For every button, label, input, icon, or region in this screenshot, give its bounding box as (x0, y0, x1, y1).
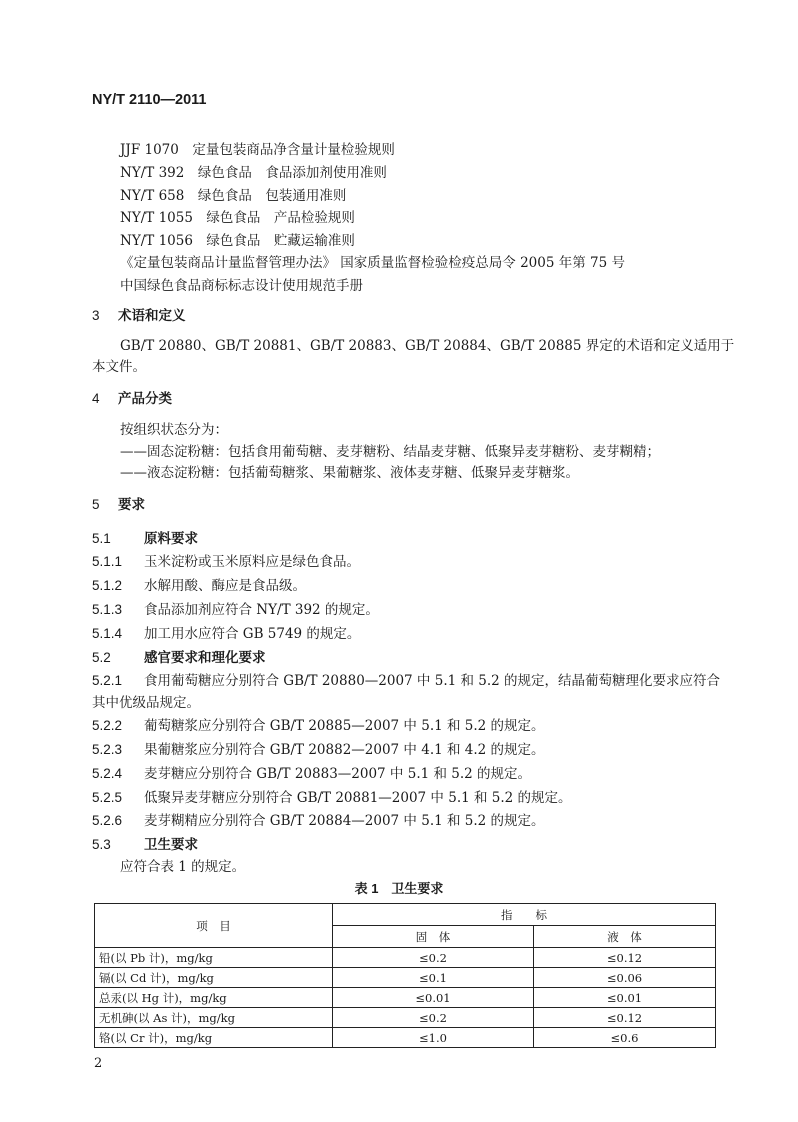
cell-item: 镉(以 Cd 计)，mg/kg (95, 968, 333, 988)
clause-text: 食品添加剂应符合 NY/T 392 的规定。 (144, 602, 379, 618)
section-4-list-item: ——固态淀粉糖：包括食用葡萄糖、麦芽糖粉、结晶麦芽糖、低聚异麦芽糖粉、麦芽糊精； (120, 444, 660, 460)
subsection-number: 5.2 (92, 650, 111, 665)
cell-item: 总汞(以 Hg 计)，mg/kg (95, 988, 333, 1008)
table-row (95, 948, 716, 968)
section-4-list-item: ——液态淀粉糖：包括葡萄糖浆、果葡糖浆、液体麦芽糖、低聚异麦芽糖浆。 (120, 465, 579, 481)
header-item: 项 目 (95, 904, 333, 948)
hygiene-requirements-table (94, 903, 716, 1048)
clause-number: 5.2.5 (92, 790, 123, 805)
cell-liquid: ≤0.06 (534, 968, 716, 988)
clause-text: 低聚异麦芽糖应分别符合 GB/T 20881—2007 中 5.1 和 5.2 的规定。 (144, 790, 572, 806)
clause-item (92, 738, 545, 758)
clause-number: 5.2.2 (92, 718, 123, 733)
clause-number: 5.1.4 (92, 626, 123, 641)
clause-text: 果葡糖浆应分别符合 GB/T 20882—2007 中 4.1 和 4.2 的规定。 (144, 742, 545, 758)
clause-item (92, 714, 545, 734)
clause-item (92, 669, 720, 689)
section-title: 要求 (118, 497, 145, 512)
clause-item (92, 786, 572, 806)
clause-text: 食用葡萄糖应分别符合 GB/T 20880—2007 中 5.1 和 5.2 的规定，结晶葡萄糖理化要求应符合 (144, 673, 721, 689)
cell-solid: ≤1.0 (333, 1028, 534, 1048)
section-number: 3 (92, 308, 100, 323)
clause-number: 5.1.1 (92, 554, 123, 569)
table-row (95, 988, 716, 1008)
reference-item: NY/T 1055 绿色食品 产品检验规则 (120, 210, 355, 226)
subsection-number: 5.3 (92, 837, 111, 852)
clause-text-continuation: 其中优级品规定。 (92, 695, 200, 711)
subsection-5-3-heading (92, 833, 198, 853)
clause-item (92, 622, 360, 642)
clause-item (92, 574, 306, 594)
cell-liquid: ≤0.12 (534, 1008, 716, 1028)
section-3-heading (92, 304, 186, 324)
section-4-intro: 按组织状态分为： (120, 422, 228, 438)
clause-text: 水解用酸、酶应是食品级。 (144, 578, 306, 594)
clause-item (92, 598, 379, 618)
reference-item: JJF 1070 定量包装商品净含量计量检验规则 (120, 142, 395, 158)
clause-text: 玉米淀粉或玉米原料应是绿色食品。 (144, 554, 360, 570)
header-solid: 固 体 (333, 926, 534, 948)
clause-number: 5.1.2 (92, 578, 123, 593)
subsection-title: 卫生要求 (144, 837, 198, 852)
header-liquid: 液 体 (534, 926, 716, 948)
section-number: 5 (92, 497, 100, 512)
header-index: 指 标 (333, 904, 716, 926)
reference-item: NY/T 1056 绿色食品 贮藏运输准则 (120, 233, 355, 249)
section-4-heading (92, 387, 172, 407)
cell-liquid: ≤0.12 (534, 948, 716, 968)
cell-item: 铅(以 Pb 计)，mg/kg (95, 948, 333, 968)
subsection-title: 感官要求和理化要求 (144, 650, 266, 665)
reference-item: 中国绿色食品商标标志设计使用规范手册 (120, 278, 363, 294)
clause-item (92, 762, 531, 782)
clause-number: 5.1.3 (92, 602, 123, 617)
clause-item (92, 550, 360, 570)
clause-text: 麦芽糊精应分别符合 GB/T 20884—2007 中 5.1 和 5.2 的规定。 (144, 813, 545, 829)
section-number: 4 (92, 391, 100, 406)
clause-number: 5.2.6 (92, 813, 123, 828)
subsection-5-1-heading (92, 527, 198, 547)
subsection-5-2-heading (92, 646, 266, 666)
cell-item: 无机砷(以 As 计)，mg/kg (95, 1008, 333, 1028)
reference-item: 《定量包装商品计量监督管理办法》 国家质量监督检验检疫总局令 2005 年第 75 号 (120, 255, 625, 271)
reference-item: NY/T 658 绿色食品 包装通用准则 (120, 188, 347, 204)
cell-liquid: ≤0.01 (534, 988, 716, 1008)
section-3-body-line2: 本文件。 (92, 359, 146, 375)
cell-liquid: ≤0.6 (534, 1028, 716, 1048)
table-caption: 表 1 卫生要求 (354, 881, 444, 896)
section-5-3-body: 应符合表 1 的规定。 (120, 859, 246, 875)
cell-solid: ≤0.1 (333, 968, 534, 988)
subsection-title: 原料要求 (144, 531, 198, 546)
table-row (95, 1028, 716, 1048)
cell-solid: ≤0.01 (333, 988, 534, 1008)
subsection-number: 5.1 (92, 531, 111, 546)
table-row (95, 1008, 716, 1028)
reference-item: NY/T 392 绿色食品 食品添加剂使用准则 (120, 165, 387, 181)
clause-text: 葡萄糖浆应分别符合 GB/T 20885—2007 中 5.1 和 5.2 的规定。 (144, 718, 545, 734)
table-header-row (95, 904, 716, 926)
page-number: 2 (94, 1056, 103, 1071)
clause-number: 5.2.1 (92, 673, 123, 688)
section-title: 术语和定义 (118, 308, 186, 323)
clause-number: 5.2.4 (92, 766, 123, 781)
document-header-id: NY/T 2110—2011 (92, 92, 207, 108)
cell-solid: ≤0.2 (333, 1008, 534, 1028)
clause-text: 加工用水应符合 GB 5749 的规定。 (144, 626, 361, 642)
clause-text: 麦芽糖应分别符合 GB/T 20883—2007 中 5.1 和 5.2 的规定。 (144, 766, 532, 782)
section-title: 产品分类 (118, 391, 172, 406)
clause-item (92, 809, 545, 829)
section-3-body-line1: GB/T 20880、GB/T 20881、GB/T 20883、GB/T 20884、GB/T 20885 界定的术语和定义适用于 (120, 338, 735, 354)
section-5-heading (92, 493, 145, 513)
cell-solid: ≤0.2 (333, 948, 534, 968)
clause-number: 5.2.3 (92, 742, 123, 757)
cell-item: 铬(以 Cr 计)，mg/kg (95, 1028, 333, 1048)
table-row (95, 968, 716, 988)
